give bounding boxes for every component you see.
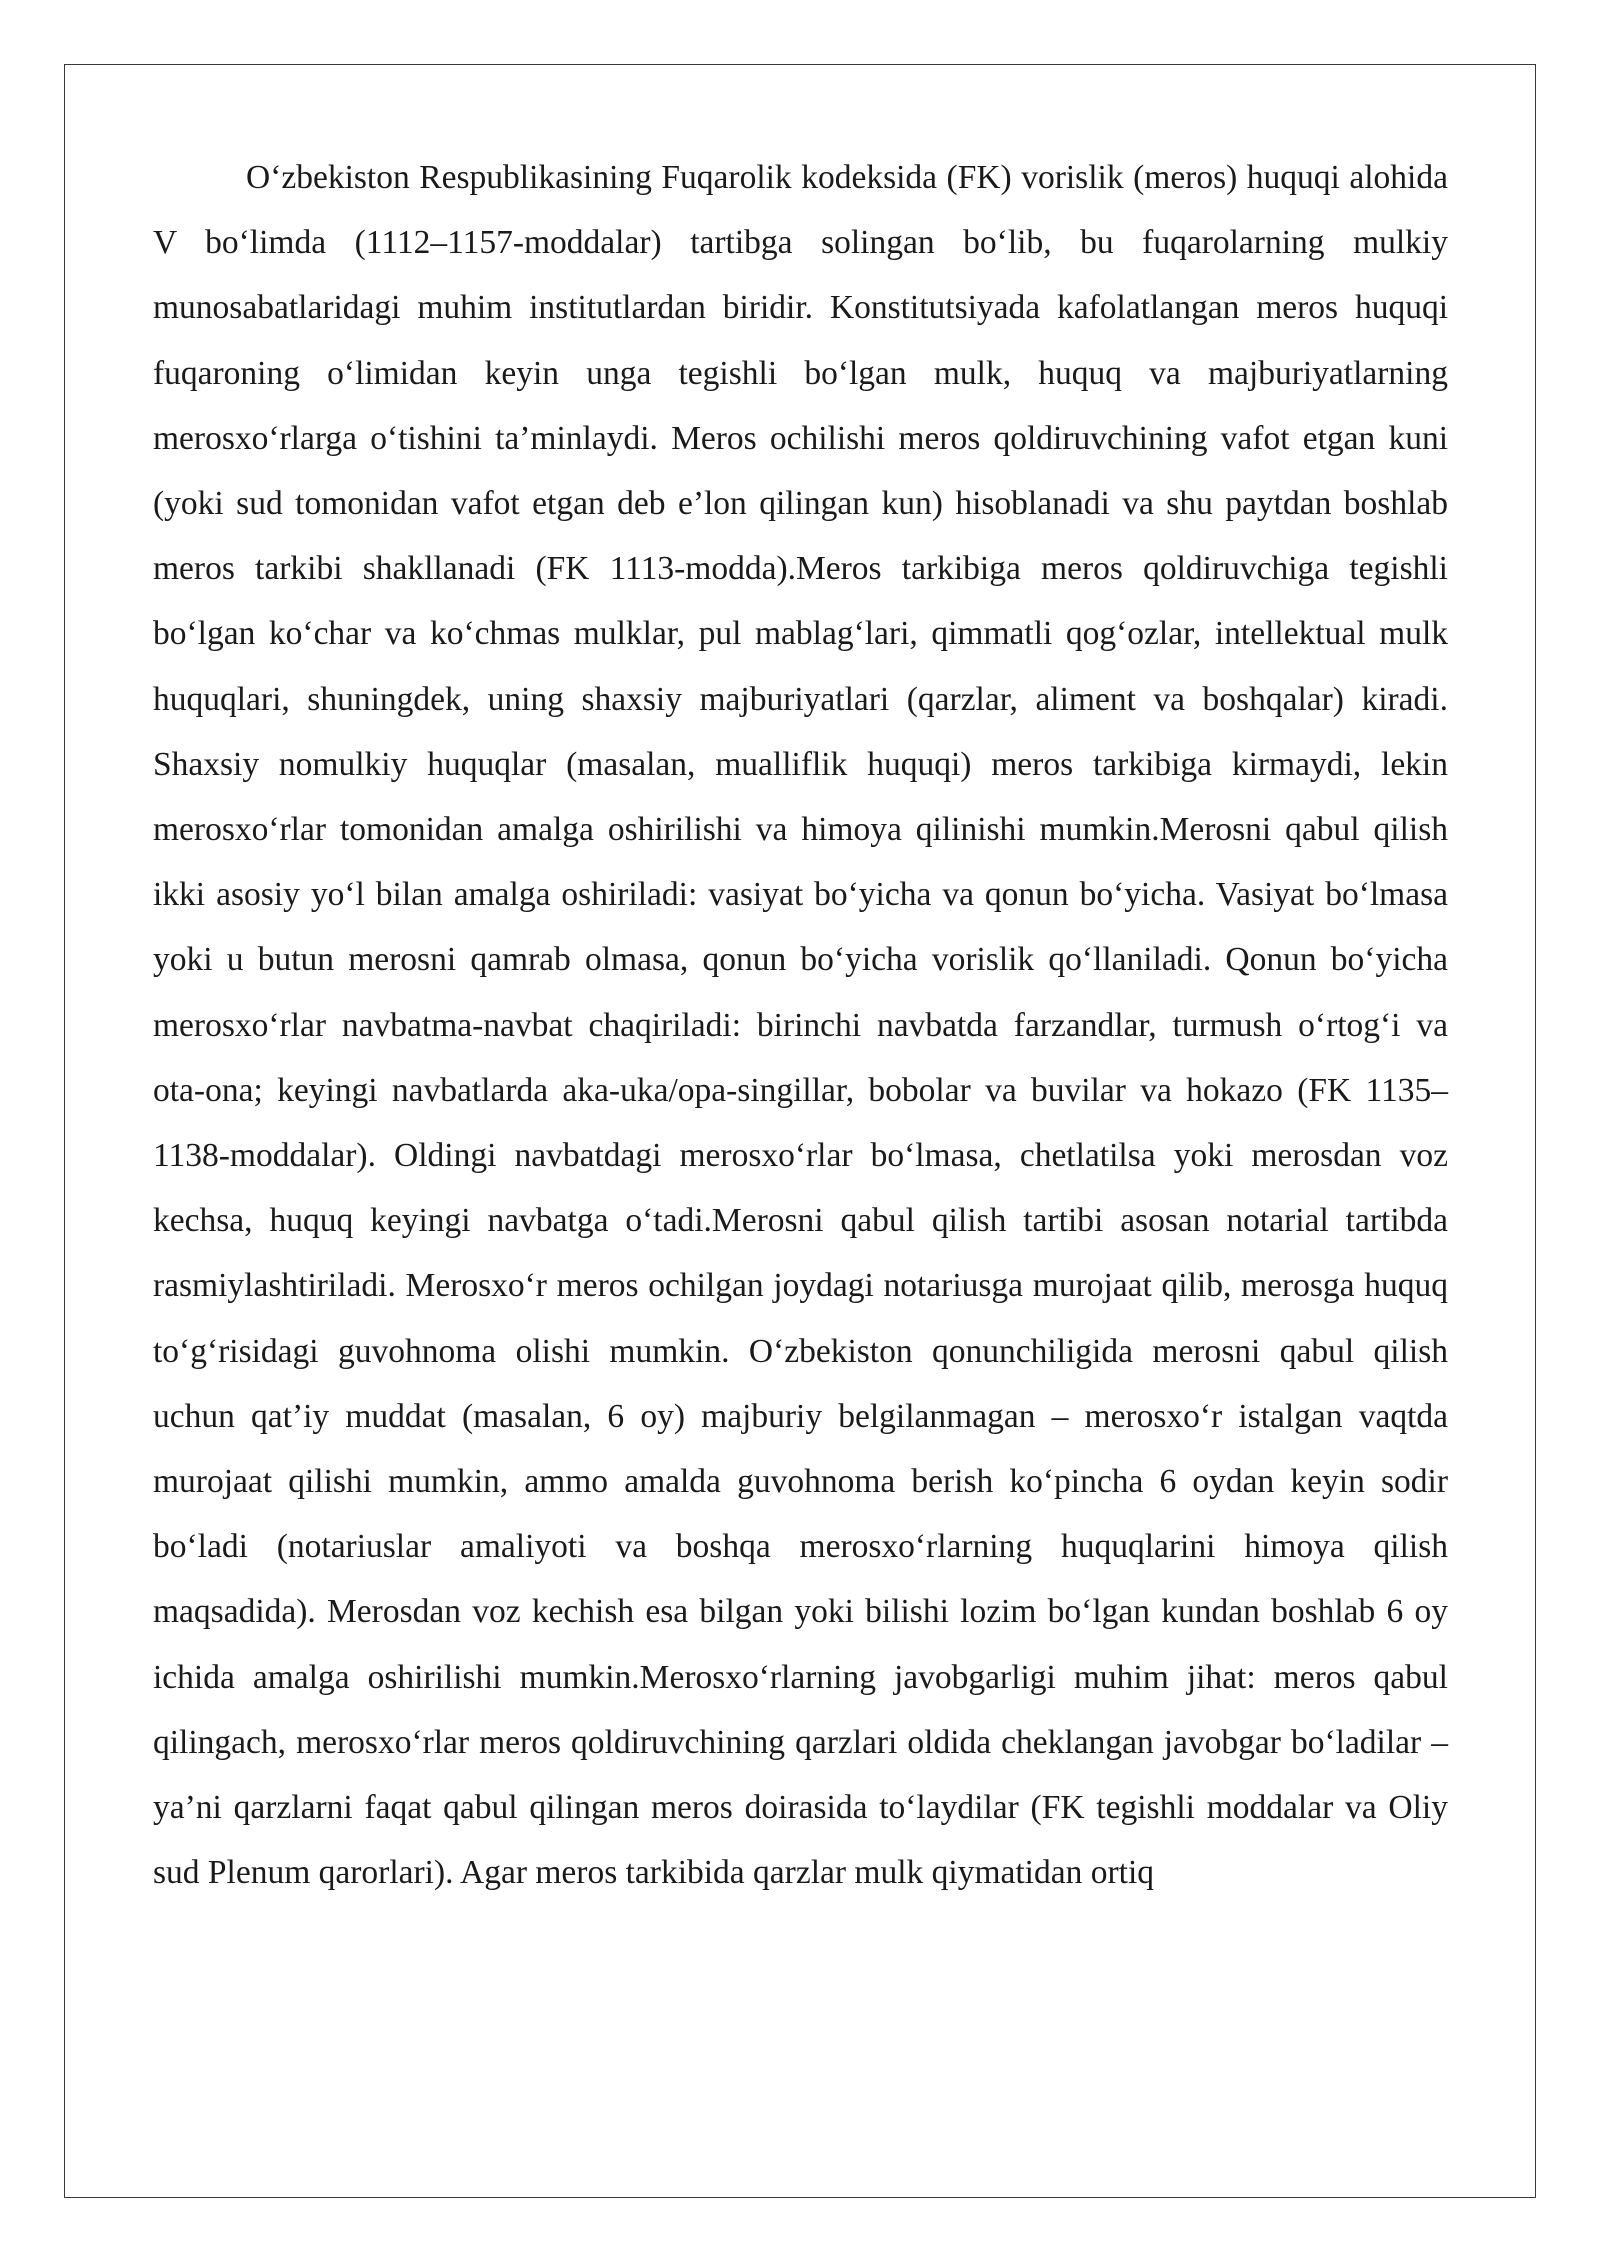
body-paragraph: O‘zbekiston Respublikasining Fuqarolik kodeksida (FK) vorislik (meros) huquqi alohida V bo‘limda (1112–1157-moddalar) tartibga solingan bo‘lib, bu fuqarolarning mulkiy munosabatlaridagi muhim institutlardan biridir. Konstitutsiyada kafolatlangan meros huquqi fuqaroning o‘limidan keyin unga tegishli bo‘lgan mulk, huquq va majburiyatlarning merosxo‘rlarga o‘tishini ta’minlaydi. Meros ochilishi meros qoldiruvchining vafot etgan kuni (yoki sud tomonidan vafot etgan deb e’lon qilingan kun) hisoblanadi va shu paytdan boshlab meros tarkibi shakllanadi (FK 1113-modda).Meros tarkibiga meros qoldiruvchiga tegishli bo‘lgan ko‘char va ko‘chmas mulklar, pul mablag‘lari, qimmatli qog‘ozlar, intellektual mulk huquqlari, shuningdek, uning shaxsiy majburiyatlari (qarzlar, aliment va boshqalar) kiradi. Shaxsiy nomulkiy huquqlar (masalan, mualliflik huquqi) meros tarkibiga kirmaydi, lekin merosxo‘rlar tomonidan amalga oshirilishi va himoya qilinishi mumkin.Merosni qabul qilish ikki asosiy yo‘l bilan amalga oshiriladi: vasiyat bo‘yicha va qonun bo‘yicha. Vasiyat bo‘lmasa yoki u butun merosni qamrab olmasa, qonun bo‘yicha vorislik qo‘llaniladi. Qonun bo‘yicha merosxo‘rlar navbatma-navbat chaqiriladi: birinchi navbatda farzandlar, turmush o‘rtog‘i va ota-ona; keyingi navbatlarda aka-uka/opa-singillar, bobolar va buvilar va hokazo (FK 1135–1138-moddalar). Oldingi navbatdagi merosxo‘rlar bo‘lmasa, chetlatilsa yoki merosdan voz kechsa, huquq keyingi navbatga o‘tadi.Merosni qabul qilish tartibi asosan notarial tartibda rasmiylashtiriladi. Merosxo‘r meros ochilgan joydagi notariusga murojaat qilib, merosga huquq to‘g‘risidagi guvohnoma olishi mumkin. O‘zbekiston qonunchiligida merosni qabul qilish uchun qat’iy muddat (masalan, 6 oy) majburiy belgilanmagan – merosxo‘r istalgan vaqtda murojaat qilishi mumkin, ammo amalda guvohnoma berish ko‘pincha 6 oydan keyin sodir bo‘ladi (notariuslar amaliyoti va boshqa merosxo‘rlarning huquqlarini himoya qilish maqsadida). Merosdan voz kechish esa bilgan yoki bilishi lozim bo‘lgan kundan boshlab 6 oy ichida amalga oshirilishi mumkin.Merosxo‘rlarning javobgarligi muhim jihat: meros qabul qilingach, merosxo‘rlar meros qoldiruvchining qarzlari oldida cheklangan javobgar bo‘ladilar – ya’ni qarzlarni faqat qabul qilingan meros doirasida to‘laydilar (FK tegishli moddalar va Oliy sud Plenum qarorlari). Agar meros tarkibida qarzlar mulk qiymatidan ortiq bbox=[153, 159, 1448, 1892]
